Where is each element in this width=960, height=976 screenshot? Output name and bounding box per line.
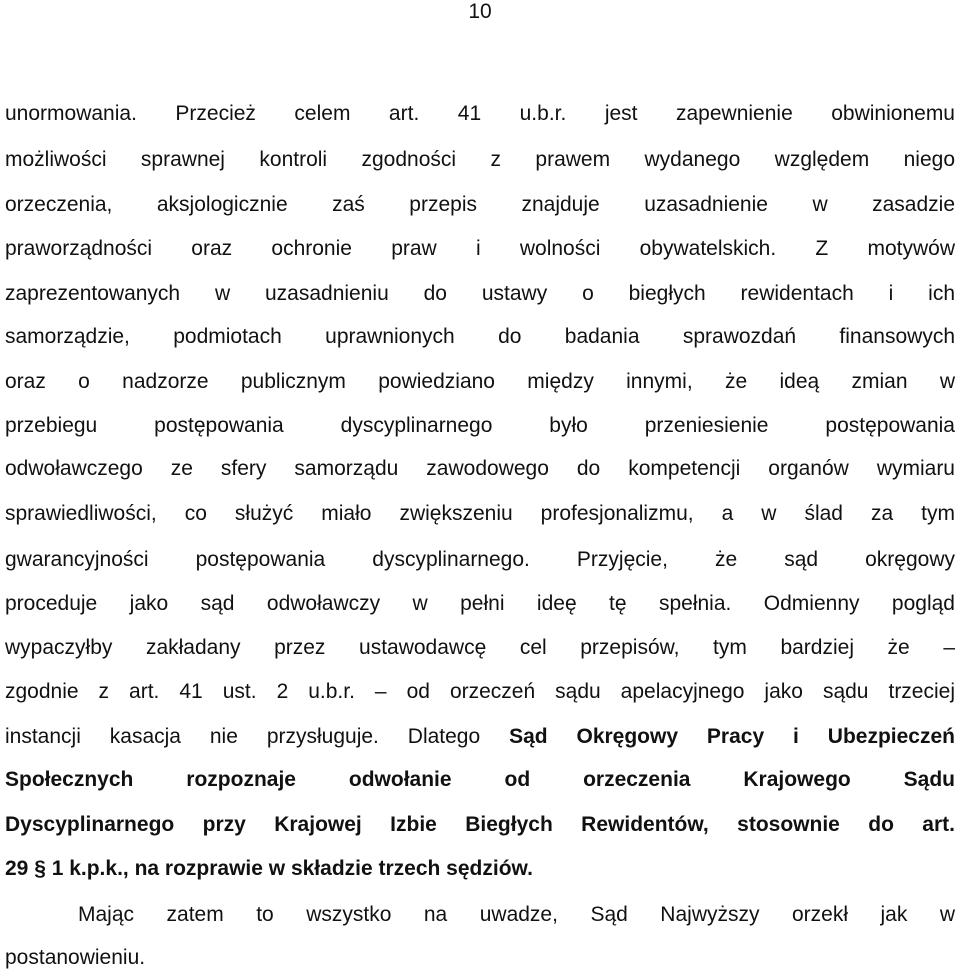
text-line <box>5 412 955 440</box>
text-line <box>5 634 955 662</box>
text-line <box>5 723 955 751</box>
text-segment: unormowania. Przecież celem art. 41 u.b.r. jest zapewnienie obwinionemu <box>5 102 955 125</box>
text-line <box>5 944 955 972</box>
text-line <box>5 546 955 574</box>
text-segment: zaprezentowanych w uzasadnieniu do ustawy o biegłych rewidentach i ich <box>5 282 955 305</box>
text-line <box>5 811 955 839</box>
text-segment: sprawiedliwości, co służyć miało zwiększeniu profesjonalizmu, a w ślad za tym <box>5 502 955 525</box>
bold-text-segment: Sąd Okręgowy Pracy i Ubezpieczeń <box>509 725 955 748</box>
text-line <box>5 280 955 308</box>
text-line <box>5 191 955 219</box>
text-segment: orzeczenia, aksjologicznie zaś przepis znajduje uzasadnienie w zasadzie <box>5 193 955 216</box>
text-line <box>5 500 955 528</box>
text-line <box>5 855 955 883</box>
text-segment: odwoławczego ze sfery samorządu zawodowego do kompetencji organów wymiaru <box>5 457 955 480</box>
text-line <box>5 235 955 263</box>
bold-text-segment: 29 § 1 k.p.k., na rozprawie w składzie trzech sędziów. <box>5 857 533 880</box>
text-line <box>78 901 955 929</box>
text-line <box>5 323 955 351</box>
text-segment: Mając zatem to wszystko na uwadze, Sąd Najwyższy orzekł jak w <box>78 903 955 926</box>
text-segment: postanowieniu. <box>5 946 146 969</box>
text-line <box>5 146 955 174</box>
text-segment: wypaczyłby zakładany przez ustawodawcę cel przepisów, tym bardziej że – <box>5 636 955 659</box>
text-segment: instancji kasacja nie przysługuje. Dlatego <box>5 725 510 748</box>
text-segment: samorządzie, podmiotach uprawnionych do badania sprawozdań finansowych <box>5 325 955 348</box>
text-segment: gwarancyjności postępowania dyscyplinarnego. Przyjęcie, że sąd okręgowy <box>5 548 955 571</box>
text-segment: przebiegu postępowania dyscyplinarnego było przeniesienie postępowania <box>5 414 955 437</box>
text-segment: zgodnie z art. 41 ust. 2 u.b.r. – od orzeczeń sądu apelacyjnego jako sądu trzeciej <box>5 680 955 703</box>
text-line <box>5 455 955 483</box>
text-line <box>5 100 955 128</box>
text-line <box>5 590 955 618</box>
page-number: 10 <box>468 0 492 23</box>
text-segment: praworządności oraz ochronie praw i wolności obywatelskich. Z motywów <box>5 237 955 260</box>
text-segment: możliwości sprawnej kontroli zgodności z prawem wydanego względem niego <box>5 148 955 171</box>
bold-text-segment: Dyscyplinarnego przy Krajowej Izbie Biegłych Rewidentów, stosownie do art. <box>5 813 955 836</box>
text-line <box>5 368 955 396</box>
text-line <box>5 766 955 794</box>
text-segment: oraz o nadzorze publicznym powiedziano między innymi, że ideą zmian w <box>5 370 955 393</box>
bold-text-segment: Społecznych rozpoznaje odwołanie od orzeczenia Krajowego Sądu <box>5 768 955 791</box>
text-line <box>5 678 955 706</box>
text-segment: proceduje jako sąd odwoławczy w pełni ideę tę spełnia. Odmienny pogląd <box>5 592 955 615</box>
